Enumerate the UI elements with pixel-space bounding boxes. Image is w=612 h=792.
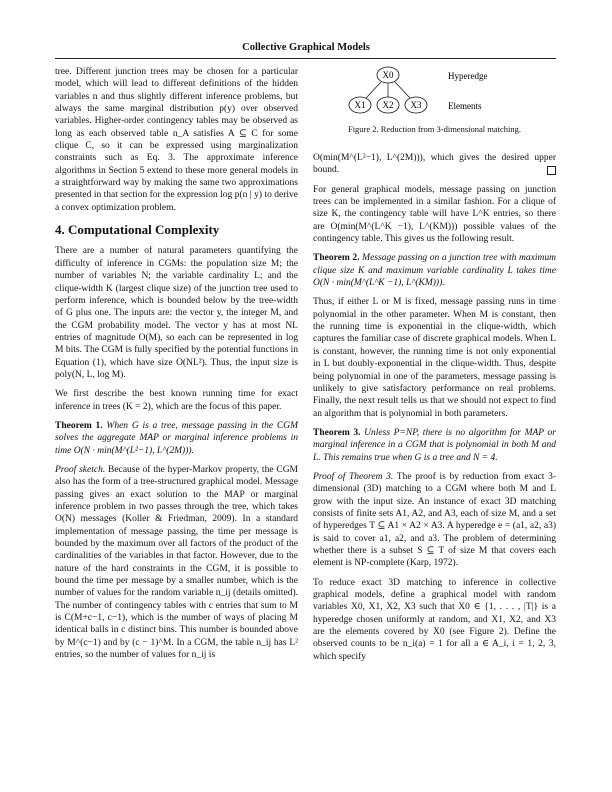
theorem-2 [313,252,556,289]
intro-paragraph: tree. Different junction trees may be chosen for a particular model, which will lead to different definitions of the hidden variables n and thus slightly different inference problems, but always the same marginal distribution p(y) over observed variables. Higher-order contingency tables may be observed as long as each observed table n_A satisfies A ⊆ C for some clique C, so it can be expressed using marginalization constraints such as Eq. 3. The approximate inference algorithms in Section 5 extend to these more general models in a straightforward way by making the same two approximations presented in that section for the expression log p(n | y) to derive a convex optimization problem. [55,67,298,213]
theorem-1 [55,420,298,457]
bound-text: O(min(M^(L²−1), L^(2M))), which gives the desired upper bound. [313,153,556,176]
params-paragraph: There are a number of natural parameters quantifying the difficulty of inference in CGMs: the population size M; the number of variables N; the variable cardinality L; and the clique-width K (largest clique size) of the junction tree used to perform inference, which is bounded below by the tree-width of G plus one. The inputs are: the vector y, the integer M, and the CGM probability model. The vector y has at most NL entries of magnitude O(M), so each can be represented in log M bits. The CGM is fully specified by the potential functions in Equation (1), which have size O(NL²). Thus, the input size is poly(N, L, log M). [55,246,298,380]
node-x0-label: X0 [382,70,394,80]
bound-paragraph [313,152,556,177]
polynomial-paragraph: Thus, if either L or M is fixed, message passing runs in time polynomial in the other parameter. When M is constant, then the running time is exponential in the clique-width, which captures the familiar case of discrete graphical models. When L is constant, however, the running time is not only exponential in L but doubly-exponential in the clique-width. Thus, despite being polynomial in one of the parameters, message passing is unlikely to give satisfactory performance on real problems. Finally, the next result tells us that we should not expect to find an algorithm that is polynomial in both parameters. [313,297,556,419]
header-rule [55,58,556,59]
figure-2-caption-text: Reduction from 3-dimensional matching. [380,124,522,134]
theorem-2-text: Message passing on a junction tree with maximum clique size K and maximum variable cardinality L takes time O(N · min(M^(L^K −1), L^(KM))). [313,253,556,289]
theorem-1-text: When G is a tree, message passing in the CGM solves the aggregate MAP or marginal inference problems in time O(N · min(M^(L²−1), L^(2M))). [55,420,298,456]
running-title: Collective Graphical Models [242,42,370,53]
right-column [313,152,556,670]
left-column [55,66,298,668]
general-models-paragraph: For general graphical models, message passing on junction trees can be implemented in a similar fashion. For a clique of size K, the contingency table will have L^K entries, so there are O(min(M^(L^K −1), L^(KM))) possible values of the contingency table. This gives us the following result. [313,184,556,245]
elements-label: Elements [448,101,482,111]
figure-2-caption-prefix: Figure 2. [347,124,379,134]
theorem-3-label: Theorem 3. [313,427,361,438]
proof-sketch-text: Because of the hyper-Markov property, the CGM also has the form of a tree-structured graphical model. Message passing gives an exact solution to the MAP or marginal inference problem in two passes through the tree, which takes O(N) messages (Koller & Friedman, 2009). In a standard implementation of message passing, the time per message is bounded by the maximum over all factors of the product of the cardinalities of the variables in that factor. However, due to the nature of the hard constraints in the CGM, it is possible to bound the time per message by a smaller number, which is the number of values for the random variable n_ij (details omitted). The number of contingency tables with c entries that sum to M is C(M+c−1, c−1), which is the number of ways of placing M identical balls in c distinct bins. This number is bounded above by M^(c−1) and by (c − 1)^M. In a CGM, the table n_ij has L² entries, so the number of values for n_ij is [55,464,298,661]
node-x1-label: X1 [354,100,366,110]
section-heading: 4. Computational Complexity [55,222,220,238]
edge-x0-x3 [395,82,410,98]
node-x2-label: X2 [382,100,394,110]
trees-paragraph: We first describe the best known running time for exact inference in trees (K = 2), which are the focus of this paper. [55,389,298,412]
proof-theorem-3 [313,471,556,570]
qed-box-icon [547,166,556,175]
proof-sketch-label: Proof sketch. [55,464,106,475]
theorem-2-label: Theorem 2. [313,253,360,264]
figure-2-caption [313,124,556,134]
theorem-3-text: Unless P=NP, there is no algorithm for MAP or marginal inference in a CGM that is polynomial in both M and L. This remains true when G is a tree and N = 4. [313,427,556,463]
theorem-1-label: Theorem 1. [55,420,103,431]
theorem-3 [313,427,556,464]
proof-theorem-3-label: Proof of Theorem 3. [313,471,394,482]
node-x3-label: X3 [410,100,422,110]
edge-x0-x1 [366,82,381,98]
reduction-paragraph: To reduce exact 3D matching to inference in collective graphical models, define a graphical model with random variables X0, X1, X2, X3 such that X0 ∈ {1, . . . , |T|} is a hyperedge chosen uniformly at random, and X1, X2, and X3 are the elements covered by X0 (see Figure 2). Define the observed counts to be n_i(a) = 1 for all a ∈ A_i, i = 1, 2, 3, which specify [313,577,556,662]
hyperedge-label: Hyperedge [448,71,488,81]
proof-theorem-3-text: The proof is by reduction from exact 3-dimensional (3D) matching to a CGM where both M and L grow with the input size. An instance of exact 3D matching consists of finite sets A1, A2, and A3, each of size M, and a set of hyperedges T ⊆ A1 × A2 × A3. A hyperedge e = (a1, a2, a3) is said to cover a1, a2, and a3. The problem of determining whether there is a subset S ⊆ T of size M that covers each element is NP-complete (Karp, 1972). [313,471,556,569]
proof-sketch [55,464,298,662]
